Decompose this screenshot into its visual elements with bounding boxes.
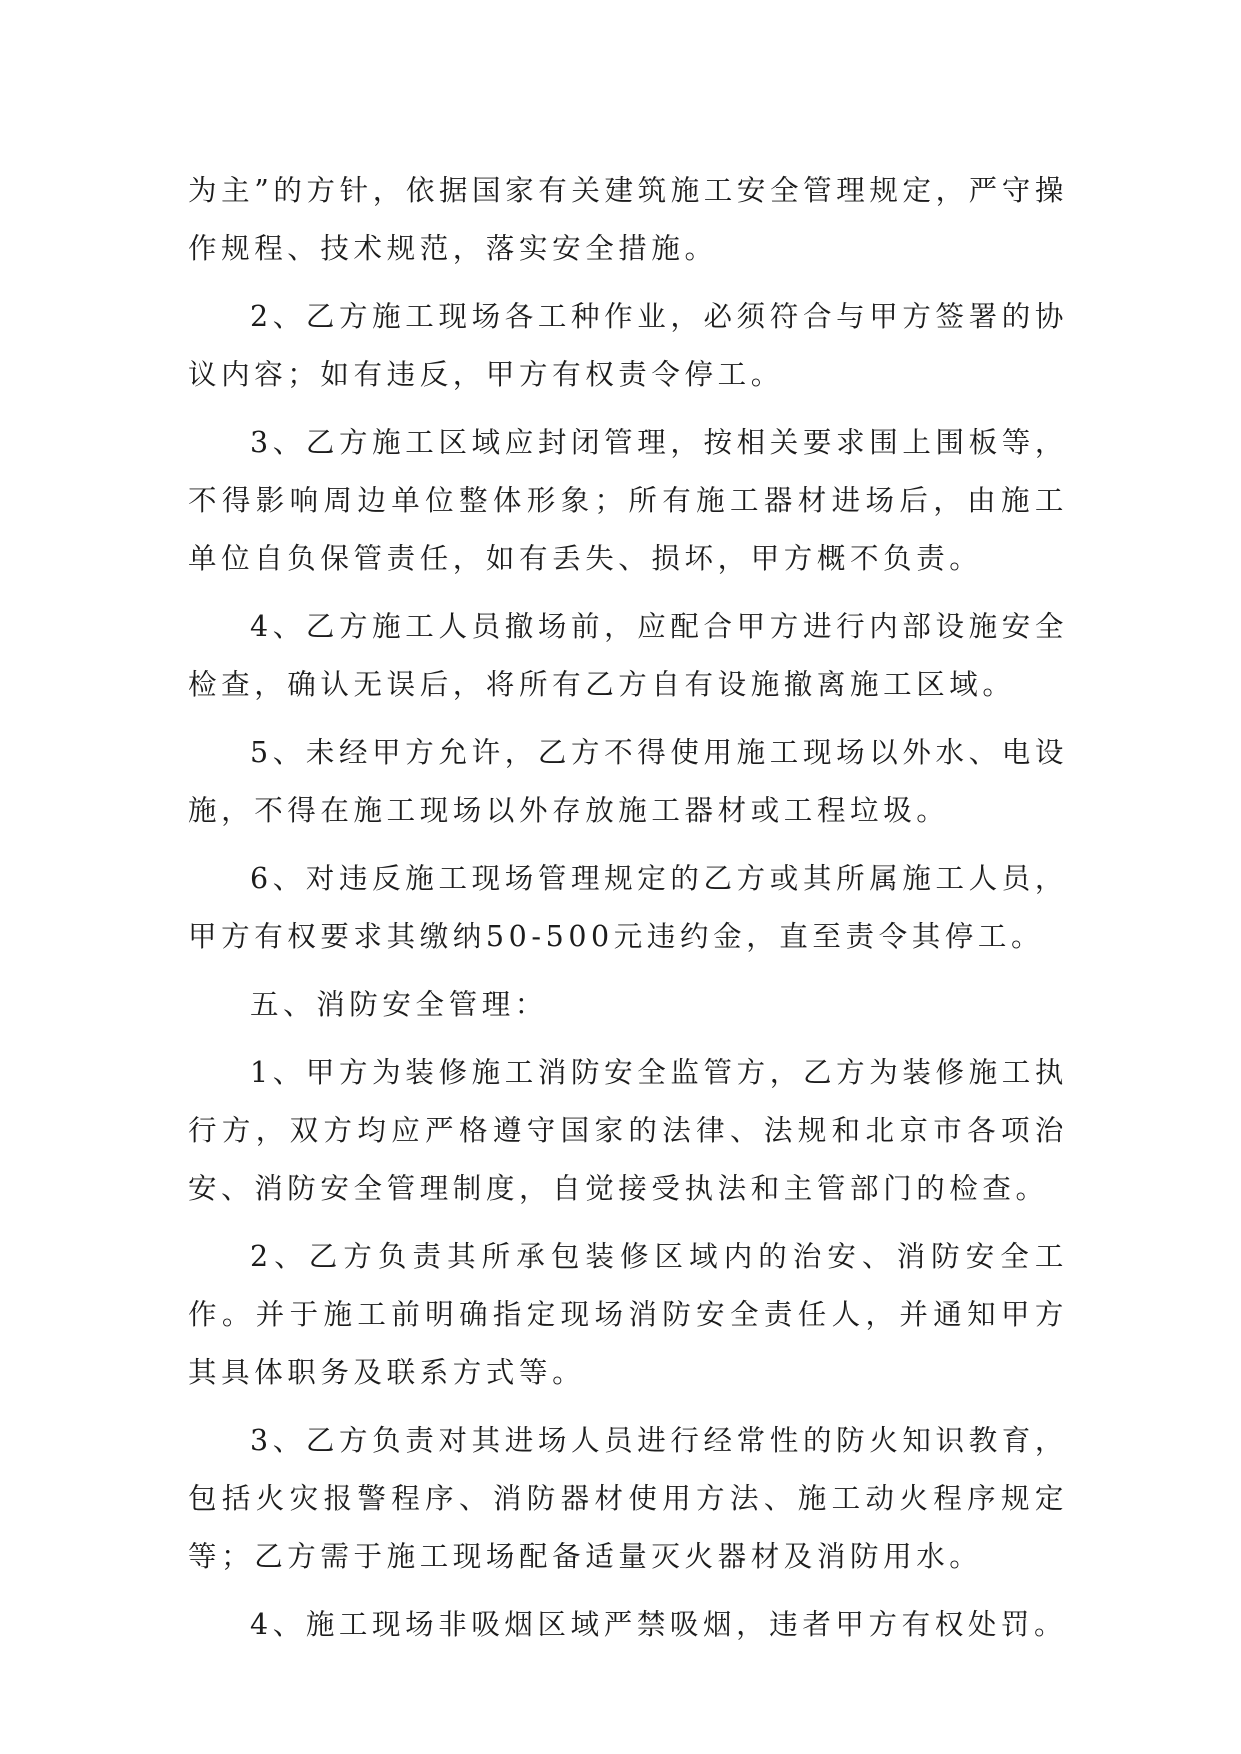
fire-safety-item-1: 1、甲方为装修施工消防安全监管方，乙方为装修施工执行方，双方均应严格遵守国家的法律、法规和北京市各项治安、消防安全管理制度，自觉接受执法和主管部门的检查。 xyxy=(188,1056,1068,1205)
fire-safety-item-4: 4、施工现场非吸烟区域严禁吸烟，违者甲方有权处罚。 xyxy=(250,1608,1068,1641)
paragraph-item-2: 2、乙方施工现场各工种作业，必须符合与甲方签署的协议内容；如有违反，甲方有权责令停工。 xyxy=(188,300,1068,391)
section-heading-fire-safety: 五、消防安全管理： xyxy=(250,988,548,1021)
paragraph-item-3: 3、乙方施工区域应封闭管理，按相关要求围上围板等，不得影响周边单位整体形象；所有施工器材进场后，由施工单位自负保管责任，如有丢失、损坏，甲方概不负责。 xyxy=(188,426,1068,575)
fire-safety-item-3: 3、乙方负责对其进场人员进行经常性的防火知识教育，包括火灾报警程序、消防器材使用方法、施工动火程序规定等；乙方需于施工现场配备适量灭火器材及消防用水。 xyxy=(188,1424,1068,1573)
paragraph-item-6: 6、对违反施工现场管理规定的乙方或其所属施工人员，甲方有权要求其缴纳50-500元违约金，直至责令其停工。 xyxy=(188,862,1068,953)
document-body xyxy=(188,162,1068,1664)
paragraph-item-4: 4、乙方施工人员撤场前，应配合甲方进行内部设施安全检查，确认无误后，将所有乙方自有设施撤离施工区域。 xyxy=(188,610,1068,701)
fire-safety-item-2: 2、乙方负责其所承包装修区域内的治安、消防安全工作。并于施工前明确指定现场消防安全责任人，并通知甲方其具体职务及联系方式等。 xyxy=(188,1240,1068,1389)
paragraph-item-5: 5、未经甲方允许，乙方不得使用施工现场以外水、电设施，不得在施工现场以外存放施工器材或工程垃圾。 xyxy=(188,736,1068,827)
paragraph-continuation: 为主”的方针，依据国家有关建筑施工安全管理规定，严守操作规程、技术规范，落实安全措施。 xyxy=(188,174,1068,265)
